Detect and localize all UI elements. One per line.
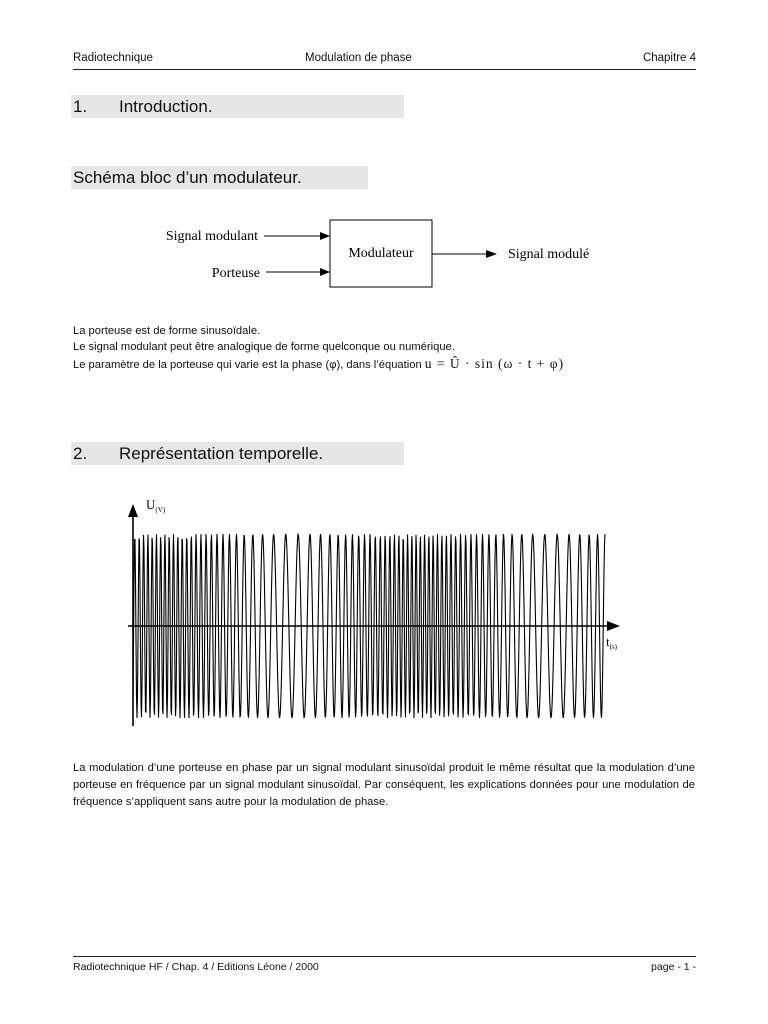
output-arrowhead xyxy=(486,250,497,258)
section1-title: Introduction. xyxy=(119,97,213,116)
section2-title: Représentation temporelle. xyxy=(119,444,324,463)
section2-number: 2. xyxy=(73,444,88,463)
block-diagram xyxy=(0,0,768,300)
body-paragraph: La modulation d’une porteuse en phase par un signal modulant sinusoïdal produit le même résultat que la modulation d’une porteuse en fréquence par un signal modulant sinusoïdal. Par conséquent, les explications données pour une modulation de fréquence s’appliquent sans autre pour la modulation de phase. xyxy=(73,762,695,808)
header-subject: Radiotechnique xyxy=(73,52,153,64)
header-chapter: Chapitre 4 xyxy=(642,52,696,64)
intro-line-2: Le signal modulant peut être analogique de forme quelconque ou numérique. xyxy=(73,341,455,353)
input-porteuse-label: Porteuse xyxy=(211,266,260,281)
footer-rule xyxy=(73,956,696,957)
footer-page-number: page - 1 - xyxy=(651,961,696,973)
phase-equation: u = Û · sin (ω · t + φ) xyxy=(424,356,565,371)
waveform-plot xyxy=(0,490,768,740)
y-axis-arrowhead xyxy=(128,504,138,517)
header-title: Modulation de phase xyxy=(305,52,412,64)
y-axis-label: $U_{(V)}$ xyxy=(146,497,166,514)
x-axis-arrowhead xyxy=(607,621,620,631)
modulateur-label: Modulateur xyxy=(348,246,414,261)
intro-line-1: La porteuse est de forme sinusoïdale. xyxy=(73,325,261,337)
intro-line-3 xyxy=(73,356,564,372)
section1-number: 1. xyxy=(73,97,88,116)
input2-arrowhead xyxy=(320,268,330,276)
output-signal-module-label: Signal modulé xyxy=(508,247,590,262)
subsection-title: Schéma bloc d’un modulateur. xyxy=(73,168,302,187)
intro-line-3-text: Le paramètre de la porteuse qui varie est la phase (φ), dans l’équation xyxy=(73,359,422,371)
input-signal-modulant-label: Signal modulant xyxy=(165,229,258,244)
x-axis-label: $t_{(s)}$ xyxy=(606,634,618,651)
footer-source: Radiotechnique HF / Chap. 4 / Editions Léone / 2000 xyxy=(73,961,319,973)
input1-arrowhead xyxy=(320,232,330,240)
